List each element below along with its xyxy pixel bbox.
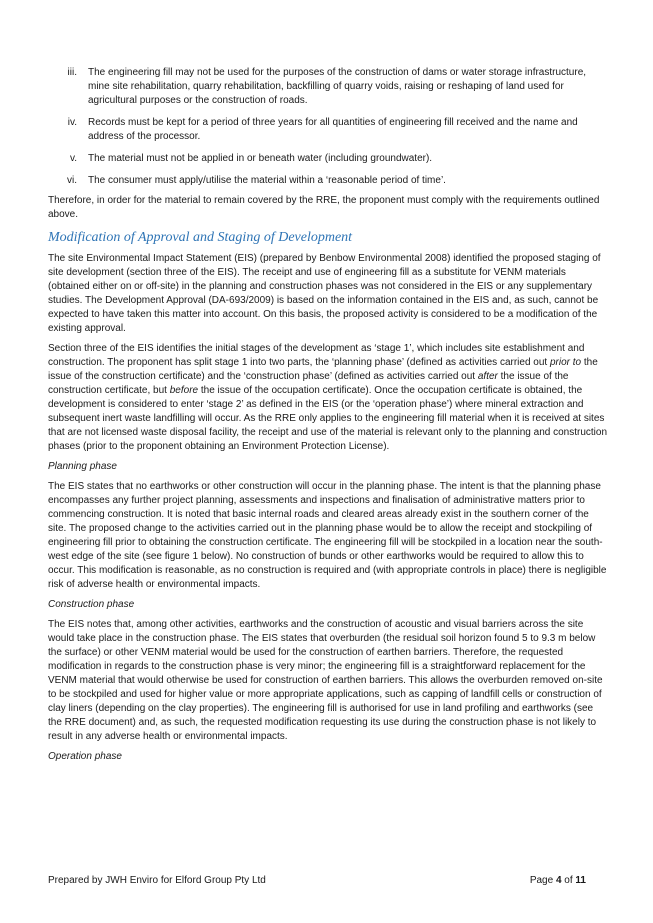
list-number: v.	[69, 153, 77, 164]
footer-prepared-by: Prepared by JWH Enviro for Elford Group Pty Ltd	[48, 875, 266, 886]
total-pages: 11	[575, 875, 586, 886]
emphasis-text: before	[169, 385, 199, 396]
requirements-list	[48, 66, 608, 196]
list-item	[48, 152, 608, 166]
paragraph-planning: The EIS states that no earthworks or other construction will occur in the planning phase. The intent is that the planning phase encompasses any further project planning, assessments and inspections and finalisation of administrative matters prior to commencing construction. It is noted that basic internal roads and cleared areas already exist in the southern corner of the site. The proposed change to the activities carried out in the planning phase would be to allow the receipt and stockpiling of engineering fill prior to obtaining the construction certificate. The engineering fill will be stockpiled in a location near the south-west edge of the site (see figure 1 below). No construction of bunds or other earthworks would be required to allow this to occur. This modification is reasonable, as no construction is required and (with appropriate controls in place) there is negligible risk of adverse health or environmental impacts.	[48, 481, 607, 590]
paragraph-construction: The EIS notes that, among other activities, earthworks and the construction of acoustic and visual barriers across the site would take place in the construction phase. The EIS states that overburden (the residual soil horizon found 5 to 9.3 m below the surface) or other VENM material would be used for the construction of earthen barriers. Therefore, the requested modification in regards to the construction phase is very minor; the engineering fill is a straightforward replacement for the VENM material that would otherwise be used for construction of earthen barriers. This allows the overburden removed on-site to be stockpiled and used for higher value or more appropriate applications, such as capping of landfill cells or construction of clay liners (depending on the clay properties). The engineering fill is authorised for use in land profiling and earthworks (see the RRE document) and, as such, the requested modification requesting its use during the construction phase is not likely to result in any adverse health or environmental impacts.	[48, 619, 603, 742]
paragraph-therefore: Therefore, in order for the material to remain covered by the RRE, the proponent must comply with the requirements outlined above.	[48, 195, 600, 220]
text-run: Section three of the EIS identifies the initial stages of the development as ‘stage 1’, which includes site establishment and construction. The proponent has split stage 1 into two parts, the ‘planning phase’ (defined as activities carried out	[48, 343, 585, 368]
list-text: The engineering fill may not be used for the purposes of the construction of dams or water storage infrastructure, mine site rehabilitation, quarry rehabilitation, backfilling of quarry voids, raising or reshaping of land used for agricultural purposes or the construction of roads.	[88, 67, 587, 106]
paragraph-eis: The site Environmental Impact Statement (EIS) (prepared by Benbow Environmental 2008) identified the proposed staging of site development (section three of the EIS). The receipt and use of engineering fill as a substitute for VENM materials (obtained either on or off-site) in the planning and construction phases was not considered in the EIS or any supplementary studies. The Development Approval (DA-693/2009) is based on the information contained in the EIS and, as such, cannot be expected to have taken this matter into account. On this basis, the proposed activity is considered to be a modification of the existing approval.	[48, 253, 601, 334]
current-page: 4	[555, 875, 562, 886]
emphasis-text: prior to	[549, 357, 582, 368]
subheading-operation: Operation phase	[48, 751, 122, 762]
list-text: The consumer must apply/utilise the material within a ‘reasonable period of time’.	[88, 175, 446, 186]
subheading-planning: Planning phase	[48, 461, 117, 472]
list-number: vi.	[67, 175, 77, 186]
list-item	[48, 66, 608, 108]
page-footer	[48, 874, 586, 888]
page-label: Page	[529, 875, 556, 886]
text-run: the issue of the construction certificate, but	[48, 371, 569, 396]
list-number: iv.	[67, 117, 77, 128]
text-run: the issue of the occupation certificate). Once the occupation certificate is obtained, the development is considered to enter ‘stage 2’ as defined in the EIS (or the ‘operation phase’) where mineral extraction and subsequent inert waste landfilling will occur. As the RRE only applies to the engineering fill material when it is received at sites that are not licensed waste disposal facility, the receipt and use of the material is relevant only to the planning and construction phases (prior to the proponent obtaining an Environment Protection License).	[48, 385, 608, 452]
list-text: The material must not be applied in or beneath water (including groundwater).	[88, 153, 433, 164]
page-number	[530, 874, 586, 888]
list-item	[48, 174, 608, 188]
emphasis-text: after	[477, 371, 498, 382]
paragraph-section-three	[48, 342, 608, 454]
list-number: iii.	[67, 67, 77, 78]
list-text: Records must be kept for a period of three years for all quantities of engineering fill received and the name and address of the processor.	[88, 117, 578, 142]
page-of: of	[561, 875, 576, 886]
section-heading: Modification of Approval and Staging of Development	[48, 230, 353, 245]
list-item	[48, 116, 608, 144]
text-run: the issue of the construction certificate) and the ‘construction phase’ (defined as activities carried out	[48, 357, 598, 382]
subheading-construction: Construction phase	[48, 599, 135, 610]
main-body	[48, 194, 608, 764]
